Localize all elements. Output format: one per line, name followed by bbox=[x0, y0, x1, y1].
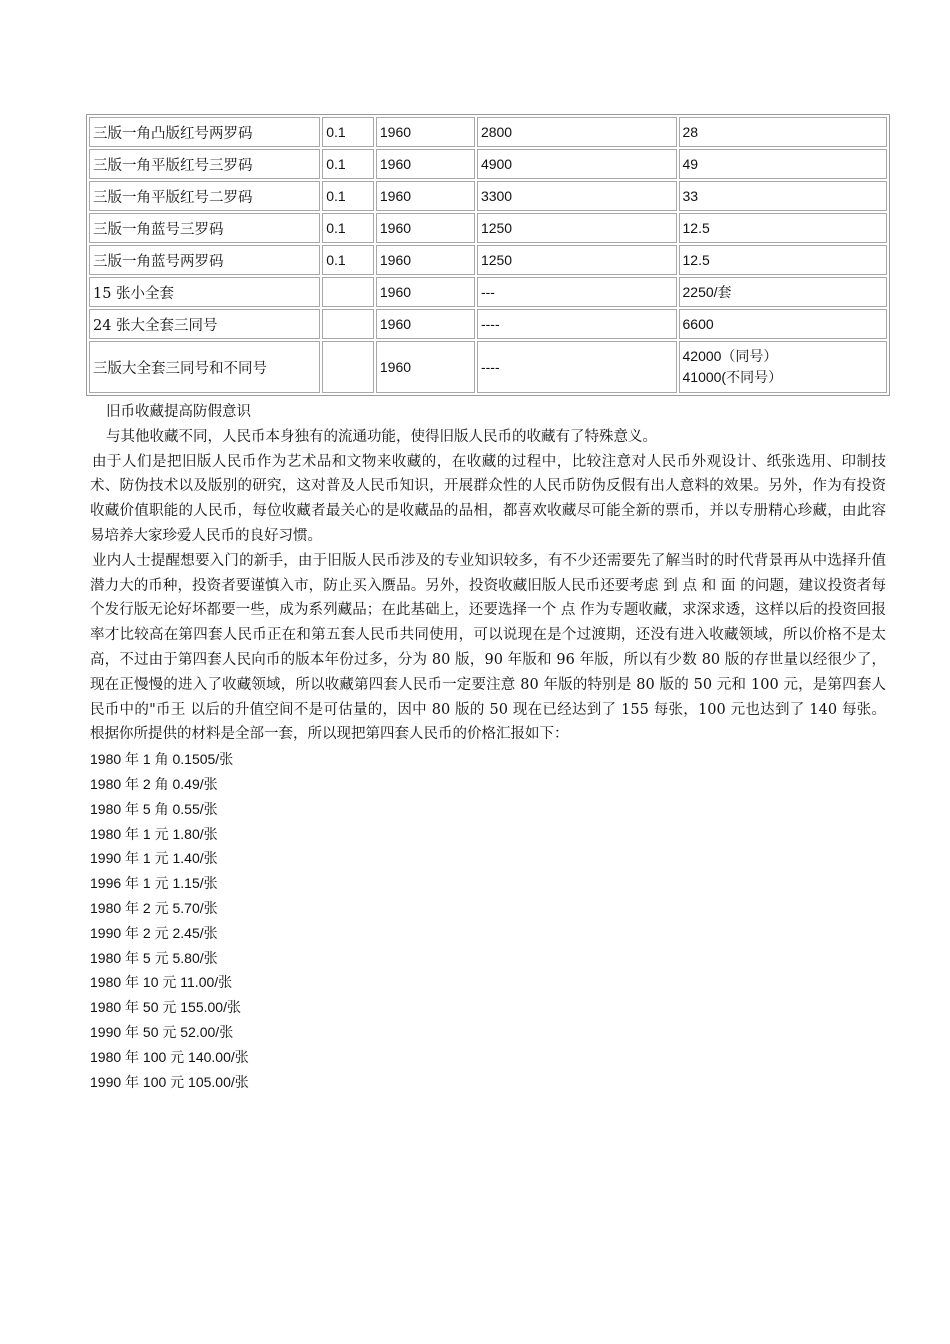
cell-denomination bbox=[322, 277, 374, 307]
cell-name: 15 张小全套 bbox=[89, 277, 320, 307]
cell-denomination: 0.1 bbox=[322, 213, 374, 243]
cell-denomination: 0.1 bbox=[322, 245, 374, 275]
cell-year: 1960 bbox=[376, 149, 475, 179]
cell-quantity: 4900 bbox=[477, 149, 677, 179]
price-list-item: 1990 年 2 元 2.45/张 bbox=[90, 924, 218, 941]
paragraph: 业内人士提醒想要入门的新手，由于旧版人民币涉及的专业知识较多，有不少还需要先了解当时的时代背景再从中选择升值潜力大的币种，投资者要谨慎入市，防止买入赝品。另外，投资收藏旧版人民币还要考虑 到 点 和 面 的问题，建议投资者每个发行版无论好坏都要一些，成为系列藏品；在此基础上，还要选择一个 点 作为专题收藏，求深求透，这样以后的投资回报率才比较高在第四套人民币正在和第五套人民币共同使用，可以说现在是个过渡期，还没有进入收藏领域，所以价格不是太高，不过由于第四套人民向币的版本年份过多，分为 80 版，90 年版和 96 年版，所以有少数 80 版的存世量以经很少了，现在正慢慢的进入了收藏领域，所以收藏第四套人民币一定要注意 80 年版的特别是 80 版的 50 元和 100 元，是第四套人民币中的"币王 以后的升值空间不是可估量的，因中 80 版的 50 现在已经达到了 155 每张，100 元也达到了 140 每张。根据你所提供的材料是全部一套，所以现把第四套人民币的价格汇报如下： bbox=[90, 552, 886, 743]
cell-name: 三版一角蓝号三罗码 bbox=[89, 213, 320, 243]
price-list-item: 1980 年 1 角 0.1505/张 bbox=[90, 751, 234, 768]
cell-name: 三版一角蓝号两罗码 bbox=[89, 245, 320, 275]
cell-name: 三版一角平版红号三罗码 bbox=[89, 149, 320, 179]
cell-quantity: 1250 bbox=[477, 245, 677, 275]
cell-name: 三版一角平版红号二罗码 bbox=[89, 181, 320, 211]
cell-quantity: ---- bbox=[477, 309, 677, 339]
price-list-item: 1996 年 1 元 1.15/张 bbox=[90, 875, 218, 892]
cell-year: 1960 bbox=[376, 117, 475, 147]
price-list-item: 1990 年 100 元 105.00/张 bbox=[90, 1073, 249, 1090]
cell-denomination bbox=[322, 341, 374, 393]
cell-year: 1960 bbox=[376, 181, 475, 211]
article-heading: 旧币收藏提高防假意识 bbox=[106, 404, 251, 420]
table-row bbox=[89, 277, 887, 307]
cell-price: 28 bbox=[679, 117, 888, 147]
cell-year: 1960 bbox=[376, 245, 475, 275]
cell-quantity: 1250 bbox=[477, 213, 677, 243]
article-body bbox=[90, 400, 886, 1094]
price-list-item: 1980 年 5 元 5.80/张 bbox=[90, 949, 218, 966]
cell-price: 49 bbox=[679, 149, 888, 179]
cell-quantity: 3300 bbox=[477, 181, 677, 211]
price-list-item: 1980 年 1 元 1.80/张 bbox=[90, 825, 218, 842]
price-list-item: 1990 年 1 元 1.40/张 bbox=[90, 850, 218, 867]
table-row bbox=[89, 149, 887, 179]
cell-quantity: --- bbox=[477, 277, 677, 307]
price-list bbox=[90, 747, 886, 1094]
table-row bbox=[89, 341, 887, 393]
cell-price: 12.5 bbox=[679, 213, 888, 243]
cell-quantity: 2800 bbox=[477, 117, 677, 147]
cell-denomination bbox=[322, 309, 374, 339]
price-list-item: 1980 年 50 元 155.00/张 bbox=[90, 999, 241, 1016]
cell-price: 33 bbox=[679, 181, 888, 211]
cell-quantity: ---- bbox=[477, 341, 677, 393]
cell-name: 三版大全套三同号和不同号 bbox=[89, 341, 320, 393]
cell-year: 1960 bbox=[376, 341, 475, 393]
table-row bbox=[89, 213, 887, 243]
cell-price: 6600 bbox=[679, 309, 888, 339]
cell-year: 1960 bbox=[376, 213, 475, 243]
table-row bbox=[89, 117, 887, 147]
cell-name: 三版一角凸版红号两罗码 bbox=[89, 117, 320, 147]
price-list-item: 1980 年 2 元 5.70/张 bbox=[90, 899, 218, 916]
price-list-item: 1980 年 2 角 0.49/张 bbox=[90, 775, 218, 792]
price-list-item: 1980 年 5 角 0.55/张 bbox=[90, 800, 218, 817]
cell-price bbox=[679, 341, 888, 393]
cell-year: 1960 bbox=[376, 277, 475, 307]
table-row bbox=[89, 245, 887, 275]
cell-year: 1960 bbox=[376, 309, 475, 339]
paragraph: 由于人们是把旧版人民币作为艺术品和文物来收藏的，在收藏的过程中，比较注意对人民币外观设计、纸张选用、印制技术、防伪技术以及版别的研究，这对普及人民币知识，开展群众性的人民币防伪反假有出人意料的效果。另外，作为有投资收藏价值职能的人民币，每位收藏者最关心的是收藏品的品相，都喜欢收藏尽可能全新的票币，并以专册精心珍藏，由此容易培养大家珍爱人民币的良好习惯。 bbox=[90, 453, 886, 544]
price-list-item: 1980 年 100 元 140.00/张 bbox=[90, 1048, 249, 1065]
price-line-same-number: 42000（同号） bbox=[682, 348, 778, 364]
price-list-item: 1980 年 10 元 11.00/张 bbox=[90, 974, 233, 991]
table-row bbox=[89, 181, 887, 211]
paragraph: 与其他收藏不同，人民币本身独有的流通功能，使得旧版人民币的收藏有了特殊意义。 bbox=[106, 428, 657, 445]
cell-denomination: 0.1 bbox=[322, 149, 374, 179]
cell-denomination: 0.1 bbox=[322, 181, 374, 211]
cell-price: 12.5 bbox=[679, 245, 888, 275]
price-table bbox=[86, 114, 890, 396]
price-line-different-number: 41000(不同号） bbox=[682, 369, 783, 385]
cell-price: 2250/套 bbox=[679, 277, 888, 307]
price-list-item: 1990 年 50 元 52.00/张 bbox=[90, 1023, 234, 1040]
cell-name: 24 张大全套三同号 bbox=[89, 309, 320, 339]
table-row bbox=[89, 309, 887, 339]
price-table-body bbox=[89, 117, 887, 393]
cell-denomination: 0.1 bbox=[322, 117, 374, 147]
